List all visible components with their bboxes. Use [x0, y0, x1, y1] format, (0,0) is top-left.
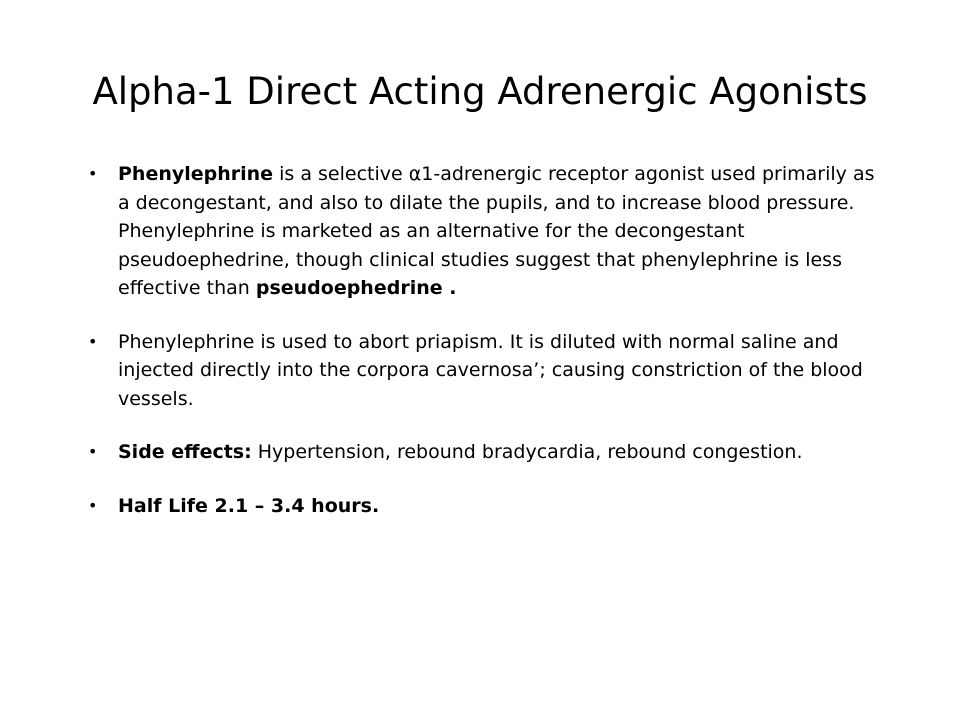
bullet-lead: Side effects: — [118, 441, 252, 463]
bullet-text: Hypertension, rebound bradycardia, rebound congestion. — [251, 441, 803, 463]
bullet-item-side-effects — [88, 438, 888, 467]
bullet-bold-term: pseudoephedrine — [255, 277, 443, 299]
bullet-dot: • — [88, 331, 98, 351]
bullet-dot: • — [88, 442, 98, 461]
bullet-item-half-life — [88, 492, 888, 521]
slide-title: Alpha-1 Direct Acting Adrenergic Agonists — [92, 70, 868, 113]
bullet-list — [88, 160, 888, 520]
bullet-tail: . — [442, 277, 457, 299]
bullet-text: Phenylephrine is used to abort priapism. It is diluted with normal saline and injected directly into the corpora cavernosa’; causing constriction of the blood vessels. — [118, 330, 863, 410]
bullet-item-priapism — [88, 328, 888, 414]
bullet-text: is a selective α1-adrenergic receptor agonist used primarily as a decongestant, and also to dilate the pupils, and to increase blood pressure. Phenylephrine is marketed as an alternative for the decongestant pseudoephedrine, though clinical studies suggest that phenylephrine is less effective than — [118, 163, 875, 299]
bullet-dot: • — [88, 495, 98, 515]
bullet-item-phenylephrine-description — [88, 160, 888, 303]
bullet-lead: Phenylephrine — [118, 163, 274, 185]
bullet-lead: Half Life 2.1 – 3.4 hours. — [118, 494, 380, 517]
bullet-dot: • — [88, 164, 98, 183]
